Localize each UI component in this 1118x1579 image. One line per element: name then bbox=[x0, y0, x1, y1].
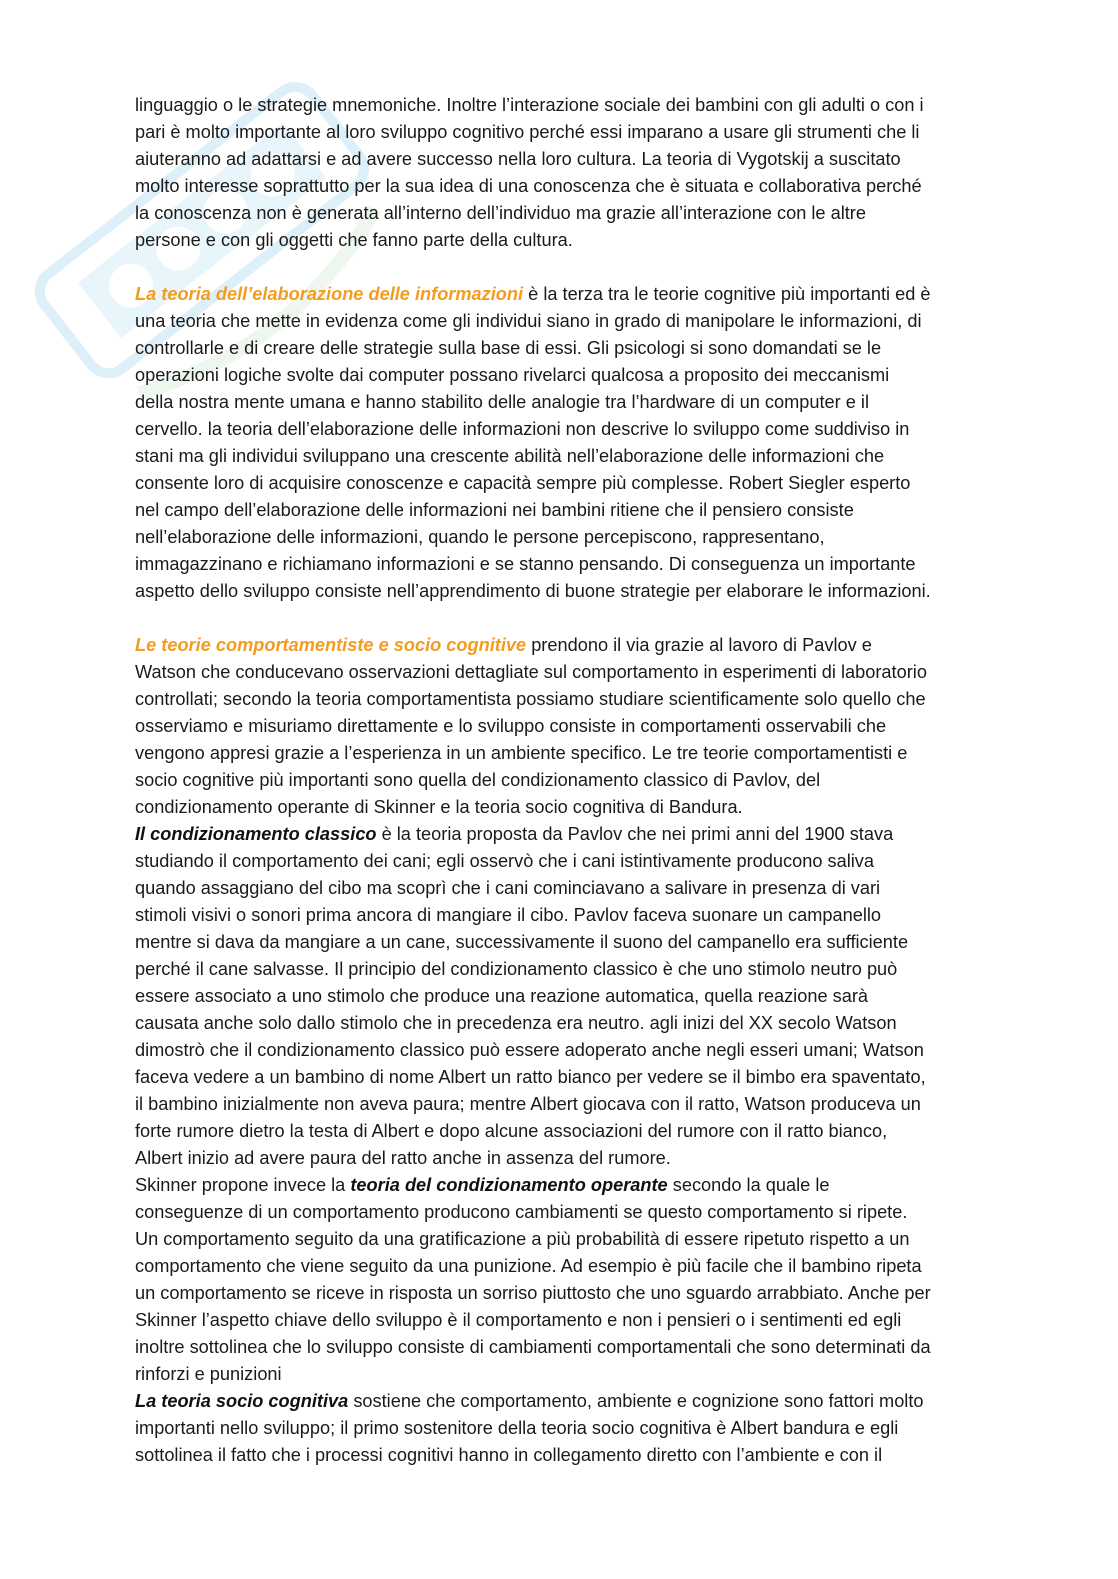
paragraph-vygotskij: linguaggio o le strategie mnemoniche. Inoltre l’interazione sociale dei bambini con gli adulti o con i pari è molto importante al loro sviluppo cognitivo perché essi imparano a usare gli strumenti che li aiuteranno ad adattarsi e ad avere successo nella loro cultura. La teoria di Vygotskij a suscitato molto interesse soprattutto per la sua idea di una conoscenza che è situata e collaborativa perché la conoscenza non è generata all’interno dell’individuo ma grazie all’interazione con le altre persone e con gli oggetti che fanno parte della cultura. bbox=[135, 95, 924, 250]
heading-operant-conditioning: teoria del condizionamento operante bbox=[350, 1175, 668, 1195]
paragraph-behaviorist-theories bbox=[135, 632, 1035, 821]
paragraph-behaviorist-body: prendono il via grazie al lavoro di Pavlov e Watson che conducevano osservazioni dettagliate sul comportamento in esperimenti di laboratorio controllati; secondo la teoria comportamentista possiamo studiare scientificamente solo quello che osserviamo e misuriamo direttamente e lo sviluppo consiste in comportamenti osservabili che vengono appresi grazie a l’esperienza in un ambiente specifico. Le tre teorie comportamentisti e socio cognitive più importanti sono quella del condizionamento classico di Pavlov, del condizionamento operante di Skinner e la teoria socio cognitiva di Bandura. bbox=[135, 635, 927, 817]
paragraph-spacer bbox=[135, 605, 1035, 632]
paragraph-operant-body: secondo la quale le conseguenze di un comportamento producono cambiamenti se questo comportamento si ripete. Un comportamento seguito da una gratificazione a più probabilità di essere ripetuto rispetto a un comportamento che viene seguito da una punizione. Ad esempio è più facile che il bambino ripeta un comportamento se riceve in risposta un sorriso piuttosto che uno sguardo arrabbiato. Anche per Skinner l’aspetto chiave dello sviluppo è il comportamento e non i pensieri o i sentimenti ed egli inoltre sottolinea che lo sviluppo consiste di cambiamenti comportamentali che sono determinati da rinforzi e punizioni bbox=[135, 1175, 931, 1384]
heading-information-processing-theory: La teoria dell’elaborazione delle informazioni bbox=[135, 284, 524, 304]
paragraph-spacer bbox=[135, 254, 1035, 281]
document-body bbox=[135, 92, 1035, 1469]
paragraph-operant-conditioning bbox=[135, 1172, 1035, 1388]
paragraph-classical-conditioning-body: è la teoria proposta da Pavlov che nei primi anni del 1900 stava studiando il comportamento dei cani; egli osservò che i cani istintivamente producono saliva quando assaggiano del cibo ma scoprì che i cani cominciavano a salivare in presenza di vari stimoli visivi o sonori prima ancora di mangiare il cibo. Pavlov faceva suonare un campanello mentre si dava da mangiare a un cane, successivamente il suono del campanello era sufficiente perché il cane salvasse. Il principio del condizionamento classico è che uno stimolo neutro può essere associato a uno stimolo che produce una reazione automatica, quella reazione sarà causata anche solo dallo stimolo che in precedenza era neutro. agli inizi del XX secolo Watson dimostrò che il condizionamento classico può essere adoperato anche negli esseri umani; Watson faceva vedere a un bambino di nome Albert un ratto bianco per vedere se il bimbo era spaventato, il bambino inizialmente non aveva paura; mentre Albert giocava con il ratto, Watson produceva un forte rumore dietro la testa di Albert e dopo alcune associazioni del rumore con il ratto bianco, Albert inizio ad avere paura del ratto anche in assenza del rumore. bbox=[135, 824, 926, 1168]
paragraph-operant-prefix: Skinner propone invece la bbox=[135, 1175, 351, 1195]
paragraph-classical-conditioning bbox=[135, 821, 1035, 1172]
paragraph-socio-cognitive bbox=[135, 1388, 1035, 1469]
heading-socio-cognitive-theory: La teoria socio cognitiva bbox=[135, 1391, 349, 1411]
paragraph-socio-cognitive-body: sostiene che comportamento, ambiente e cognizione sono fattori molto importanti nello sviluppo; il primo sostenitore della teoria socio cognitiva è Albert bandura e egli sottolinea il fatto che i processi cognitivi hanno in collegamento diretto con l’ambiente e con il bbox=[135, 1391, 924, 1465]
heading-classical-conditioning: Il condizionamento classico bbox=[135, 824, 377, 844]
paragraph-information-processing-body: è la terza tra le teorie cognitive più importanti ed è una teoria che mette in evidenza come gli individui siano in grado di manipolare le informazioni, di controllarle e di creare delle strategie sulla base di essi. Gli psicologi si sono domandati se le operazioni logiche svolte dai computer possano rivelarci qualcosa a proposito dei meccanismi della nostra mente umana e hanno stabilito delle analogie tra l’hardware di un computer e il cervello. la teoria dell’elaborazione delle informazioni non descrive lo sviluppo come suddiviso in stani ma gli individui sviluppano una crescente abilità nell’elaborazione delle informazioni che consente loro di acquisire conoscenze e capacità sempre più complesse. Robert Siegler esperto nel campo dell’elaborazione delle informazioni nei bambini ritiene che il pensiero consiste nell’elaborazione delle informazioni, quando le persone percepiscono, rappresentano, immagazzinano e richiamano informazioni e se stanno pensando. Di conseguenza un importante aspetto dello sviluppo consiste nell’apprendimento di buone strategie per elaborare le informazioni. bbox=[135, 284, 931, 601]
paragraph-information-processing bbox=[135, 281, 1035, 605]
heading-behaviorist-socio-cognitive: Le teorie comportamentiste e socio cognitive bbox=[135, 635, 527, 655]
